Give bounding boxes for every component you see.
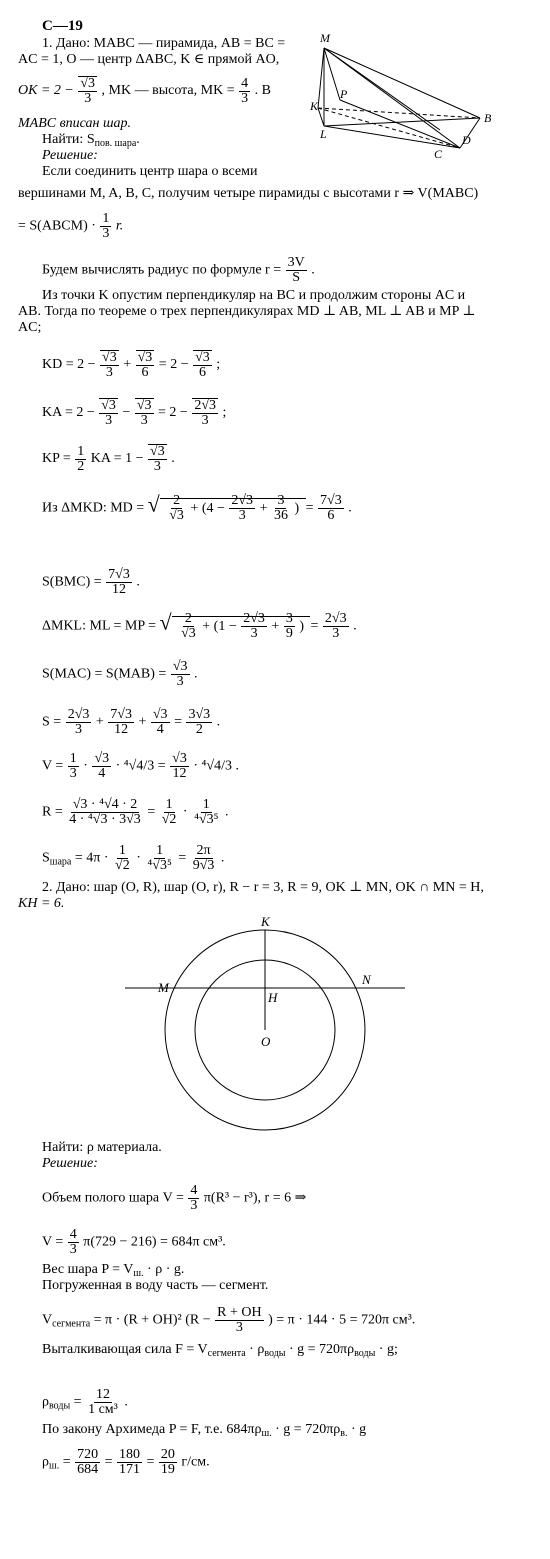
- label-m2: M: [158, 980, 169, 995]
- edge-mk: [318, 48, 324, 108]
- formula-md: Из ΔMKD: MD = √ $\frac{2}{√3}$ + (4 − $\frac{2√3}{3}$ + $\frac{3}{36}$ ) = $\frac{7√3}{6}$ .: [42, 491, 352, 523]
- p1-radius-formula: Будем вычислять радиус по формуле r = $\frac{3V}{S}$ .: [42, 255, 315, 285]
- ok-label: OK = 2 −: [18, 83, 74, 99]
- label-p: P: [340, 87, 348, 101]
- p2-given-line2: KH = 6.: [18, 896, 65, 911]
- p1-solution-line1: Если соединить центр шара о всеми: [42, 164, 258, 179]
- label-c: C: [434, 147, 443, 160]
- p1-given-line1: 1. Дано: MABC — пирамида, AB = BC =: [42, 36, 286, 51]
- p2-volume: Объем полого шара V = $\frac{4}{3}$ π(R³ − r³), r = 6 ⇒: [42, 1183, 307, 1213]
- p2-solution-label: Решение:: [42, 1156, 98, 1171]
- p2-weight: Вес шара $P = V_{ш.} \cdot \rho \cdot g$.: [42, 1262, 185, 1279]
- edge-kl: [318, 108, 324, 126]
- label-o2: O: [261, 1034, 271, 1049]
- circles-figure: [120, 910, 420, 1140]
- label-n2: N: [362, 972, 371, 987]
- formula-v: V = $\frac{1}{3}$ · $\frac{√3}{4}$ · ⁴√4/3 = $\frac{√3}{12}$ · ⁴√4/3 .: [42, 751, 239, 781]
- page-title: С—19: [42, 18, 83, 34]
- formula-ka: KA = 2 − $\frac{√3}{3}$ − $\frac{√3}{3}$ = 2 − $\frac{2√3}{3}$ ;: [42, 398, 227, 428]
- p1-given-line2: AC = 1, O — центр ΔABC, K ∈ прямой AO,: [18, 52, 280, 67]
- label-l: L: [320, 127, 327, 141]
- p1-solution-label: Решение:: [42, 148, 98, 163]
- p2-submerged: Погруженная в воду часть — сегмент.: [42, 1278, 269, 1293]
- pyramid-figure: [310, 30, 530, 160]
- p2-force: Выталкивающая сила $F = V_{сегмента} \cdot \rho_{воды} \cdot g = 720\pi\rho_{воды} \cdot g$;: [42, 1342, 398, 1359]
- p2-volume2: V = $\frac{4}{3}$ π(729 − 216) = 684π см³.: [42, 1227, 226, 1257]
- p2-given-line1: 2. Дано: шар (O, R), шар (O, r), R − r = 3, R = 9, OK ⊥ MN, OK ∩ MN = H,: [42, 880, 484, 895]
- label-k: K: [310, 99, 319, 113]
- p1-solution-line6: AB. Тогда по теореме о трех перпендикулярах MD ⊥ AB, ML ⊥ AB и MP ⊥: [18, 304, 476, 319]
- formula-smac: S(MAC) = S(MAB) = $\frac{√3}{3}$ .: [42, 659, 198, 689]
- label-m: M: [320, 31, 330, 45]
- label-b: B: [484, 111, 492, 125]
- p2-find: Найти: ρ материала.: [42, 1140, 162, 1155]
- formula-kd: KD = 2 − $\frac{√3}{3}$ + $\frac{√3}{6}$ = 2 − $\frac{√3}{6}$ ;: [42, 350, 221, 380]
- edge-mp: [324, 48, 340, 100]
- label-h2: H: [268, 990, 278, 1005]
- p1-solution-line3: = S(ABCM) · $\frac{1}{3}$ r.: [18, 211, 124, 241]
- formula-ml: ΔMKL: ML = MP = √ $\frac{2}{√3}$ + (1 − $\frac{2√3}{3}$ + $\frac{3}{9}$ ) = $\frac{2√3}{3}$ .: [42, 609, 357, 641]
- formula-r: R = $\frac{\text{√3 · ⁴√4 · 2}}{\text{4 · ⁴√3 · 3√3}}$ = $\frac{1}{√2}$ · $\frac{1}{\text{⁴√3⁵}}$ .: [42, 797, 229, 827]
- p1-solution-line5: Из точки K опустим перпендикуляр на BC и продолжим стороны AC и: [42, 288, 466, 303]
- p1-solution-line2: вершинами M, A, B, C, получим четыре пирамиды с высотами r ⇒ V(MABC): [18, 186, 479, 201]
- formula-s: S = $\frac{2√3}{3}$ + $\frac{7√3}{12}$ + $\frac{√3}{4}$ = $\frac{3√3}{2}$ .: [42, 707, 221, 737]
- edge-kb: [318, 108, 480, 118]
- formula-kp: KP = $\frac{1}{2}$ KA = 1 − $\frac{√3}{3}$ .: [42, 443, 175, 474]
- p2-archimedes: По закону Архимеда P = F, т.е. $684\pi\rho_{ш.} \cdot g = 720\pi\rho_{в.} \cdot g$: [42, 1422, 367, 1439]
- formula-sbmc: S(BMC) = $\frac{7√3}{12}$ .: [42, 567, 140, 597]
- label-k2: K: [261, 914, 270, 929]
- p1-find: Найти: $S_{пов. шара}$.: [42, 132, 140, 149]
- p1-given-line3: OK = 2 − $\frac{√3}{3}$ , MK — высота, MK = $\frac{4}{3}$ . В: [18, 75, 271, 106]
- p2-rho-water: $\rho_{воды}$ = $\frac{12}{\text{1 см³}}$ .: [42, 1387, 128, 1417]
- p1-solution-line7: AC;: [18, 320, 42, 335]
- p1-given-line4: MABC вписан шар.: [18, 116, 132, 131]
- label-d: D: [462, 133, 471, 147]
- formula-sshara: $S_{шара} = 4\pi$ · $\frac{1}{√2}$ · $\frac{1}{\text{⁴√3⁵}}$ = $\frac{2\pi}{9√3}$ .: [42, 843, 225, 873]
- edge-mb: [324, 48, 480, 118]
- p2-rho-result: $\rho_{ш.}$ = $\frac{720}{684}$ = $\frac{180}{171}$ = $\frac{20}{19}$ г/см.: [42, 1447, 210, 1477]
- p2-vseg: $V_{сегмента} = \pi \cdot (R + OH)^2$ (R − $\frac{R + OH}{3}$ ) = π · 144 · 5 = 720π см³.: [42, 1305, 416, 1335]
